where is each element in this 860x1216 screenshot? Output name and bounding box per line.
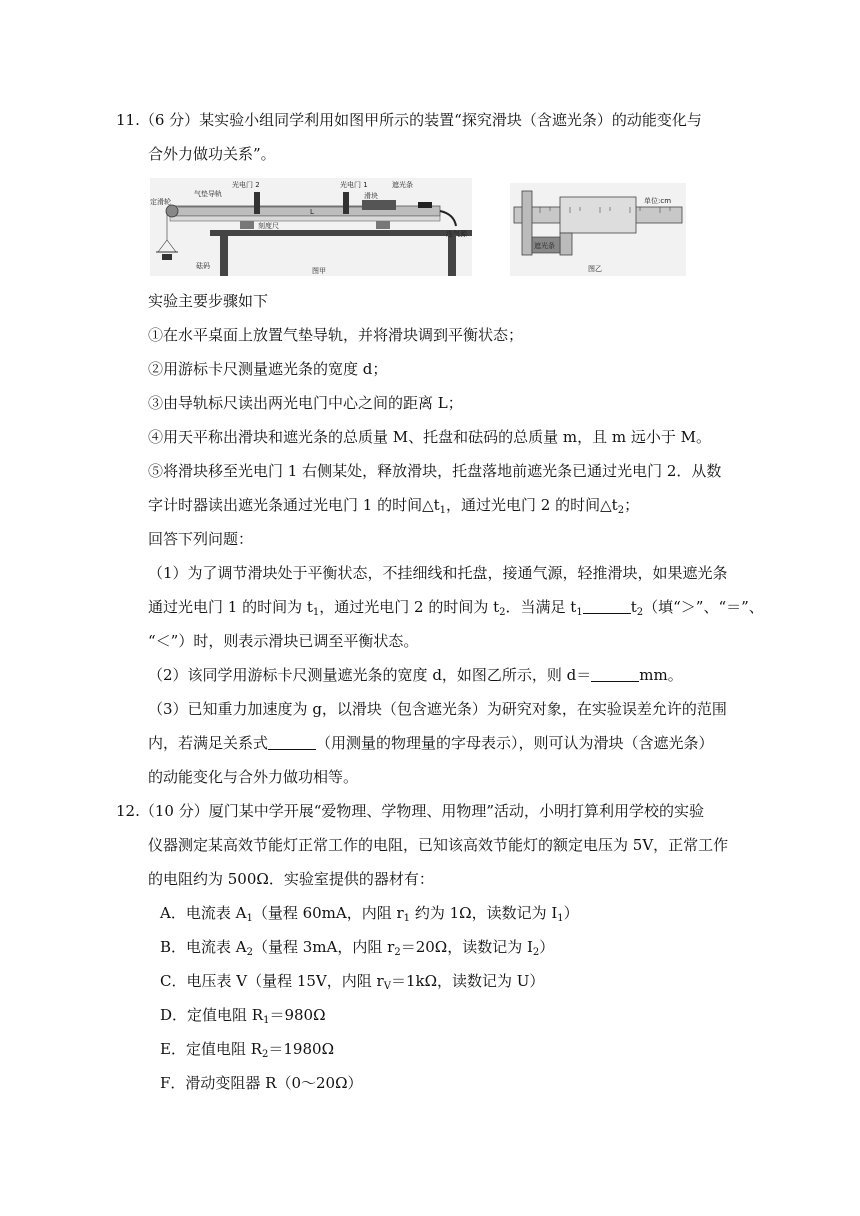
steps-title: 实验主要步骤如下 xyxy=(148,292,269,310)
q12-head-cont2: 的电阻约为 500Ω．实验室提供的器材有： xyxy=(148,870,434,888)
q11-head: 11.（6 分）某实验小组同学利用如图甲所示的装置“探究滑块（含遮光条）的动能变化与 xyxy=(116,111,702,129)
step-4: ④用天平称出滑块和遮光条的总质量 M、托盘和砝码的总质量 m，且 m 远小于 M。 xyxy=(148,428,712,446)
answer-prompt: 回答下列问题： xyxy=(148,530,254,548)
option-b: B．电流表 $A_2$（量程 3mA，内阻 $r_2=20\Omega$，读数记为 $I_2$） xyxy=(160,938,555,958)
step-2: ②用游标卡尺测量遮光条的宽度 d； xyxy=(148,360,388,378)
air-track-figure xyxy=(150,178,472,276)
step-1: ①在水平桌面上放置气垫导轨，并将滑块调到平衡状态； xyxy=(148,326,524,344)
answer-blank-1[interactable] xyxy=(583,599,631,614)
weight-label: 砝码 xyxy=(196,262,210,270)
unit-label: 单位:cm xyxy=(644,197,672,205)
part3-cont2: 的动能变化与合外力做功相等。 xyxy=(148,768,359,786)
part3: （3）已知重力加速度为 g，以滑块（包含遮光条）为研究对象，在实验误差允许的范围 xyxy=(148,700,727,718)
answer-blank-2[interactable] xyxy=(591,667,639,682)
gate1-label: 光电门 1 xyxy=(340,181,368,189)
air-source-label: 连气源 xyxy=(446,230,467,238)
answer-blank-3[interactable] xyxy=(268,735,316,750)
part1: （1）为了调节滑块处于平衡状态，不挂细线和托盘，接通气源，轻推滑块，如果遮光条 xyxy=(148,564,728,582)
option-e: E．定值电阻 $R_2=1980\Omega$ xyxy=(160,1040,335,1060)
length-label: L xyxy=(310,208,314,216)
slider-label: 滑块 xyxy=(364,192,378,200)
step-5: ⑤将滑块移至光电门 1 右侧某处，释放滑块，托盘落地前遮光条已通过光电门 2．从数 xyxy=(148,462,722,480)
option-d: D．定值电阻 $R_1=980\Omega$ xyxy=(160,1006,326,1026)
ruler-label: 刻度尺 xyxy=(258,222,279,230)
fig-yi-caption: 图乙 xyxy=(588,265,602,273)
part3-cont: 内，若满足关系式 （用测量的物理量的字母表示），则可认为滑块（含遮光条） xyxy=(148,734,714,752)
q11-head-cont: 合外力做功关系”。 xyxy=(148,145,276,163)
pulley-label: 定滑轮 xyxy=(150,198,171,206)
option-a: A．电流表 $A_1$（量程 60mA，内阻 $r_1$ 约为 1Ω，读数记为 $I_1$） xyxy=(160,904,579,924)
option-f: F．滑动变阻器 R（0～20Ω） xyxy=(160,1074,363,1092)
caliper-strip-label: 遮光条 xyxy=(534,242,555,250)
gate2-label: 光电门 2 xyxy=(232,181,260,189)
step-3: ③由导轨标尺读出两光电门中心之间的距离 L； xyxy=(148,394,463,412)
fig-jia-caption: 图甲 xyxy=(312,267,326,275)
part2: （2）该同学用游标卡尺测量遮光条的宽度 d，如图乙所示，则 d＝ mm。 xyxy=(148,666,683,684)
option-c: C．电压表 V（量程 15V，内阻 $r_V=1k\Omega$，读数记为 U） xyxy=(160,972,545,992)
vernier-caliper-figure xyxy=(510,183,686,276)
step-5-cont: 字计时器读出遮光条通过光电门 1 的时间$\triangle t_1$，通过光电门 2 的时间$\triangle t_2$； xyxy=(148,496,640,516)
q12-head-cont: 仪器测定某高效节能灯正常工作的电阻，已知该高效节能灯的额定电压为 5V，正常工作 xyxy=(148,836,729,854)
strip-label: 遮光条 xyxy=(392,181,413,189)
part1-cont2: “＜”）时，则表示滑块已调至平衡状态。 xyxy=(148,632,419,650)
rail-label: 气垫导轨 xyxy=(194,190,222,198)
q12-head: 12.（10 分）厦门某中学开展“爱物理、学物理、用物理”活动，小明打算利用学校的实验 xyxy=(116,802,705,820)
part1-cont: 通过光电门 1 的时间为 $t_1$，通过光电门 2 的时间为 $t_2$．当满足 $t_1$ $t_2$（填“＞”、“＝”、 xyxy=(148,598,764,618)
